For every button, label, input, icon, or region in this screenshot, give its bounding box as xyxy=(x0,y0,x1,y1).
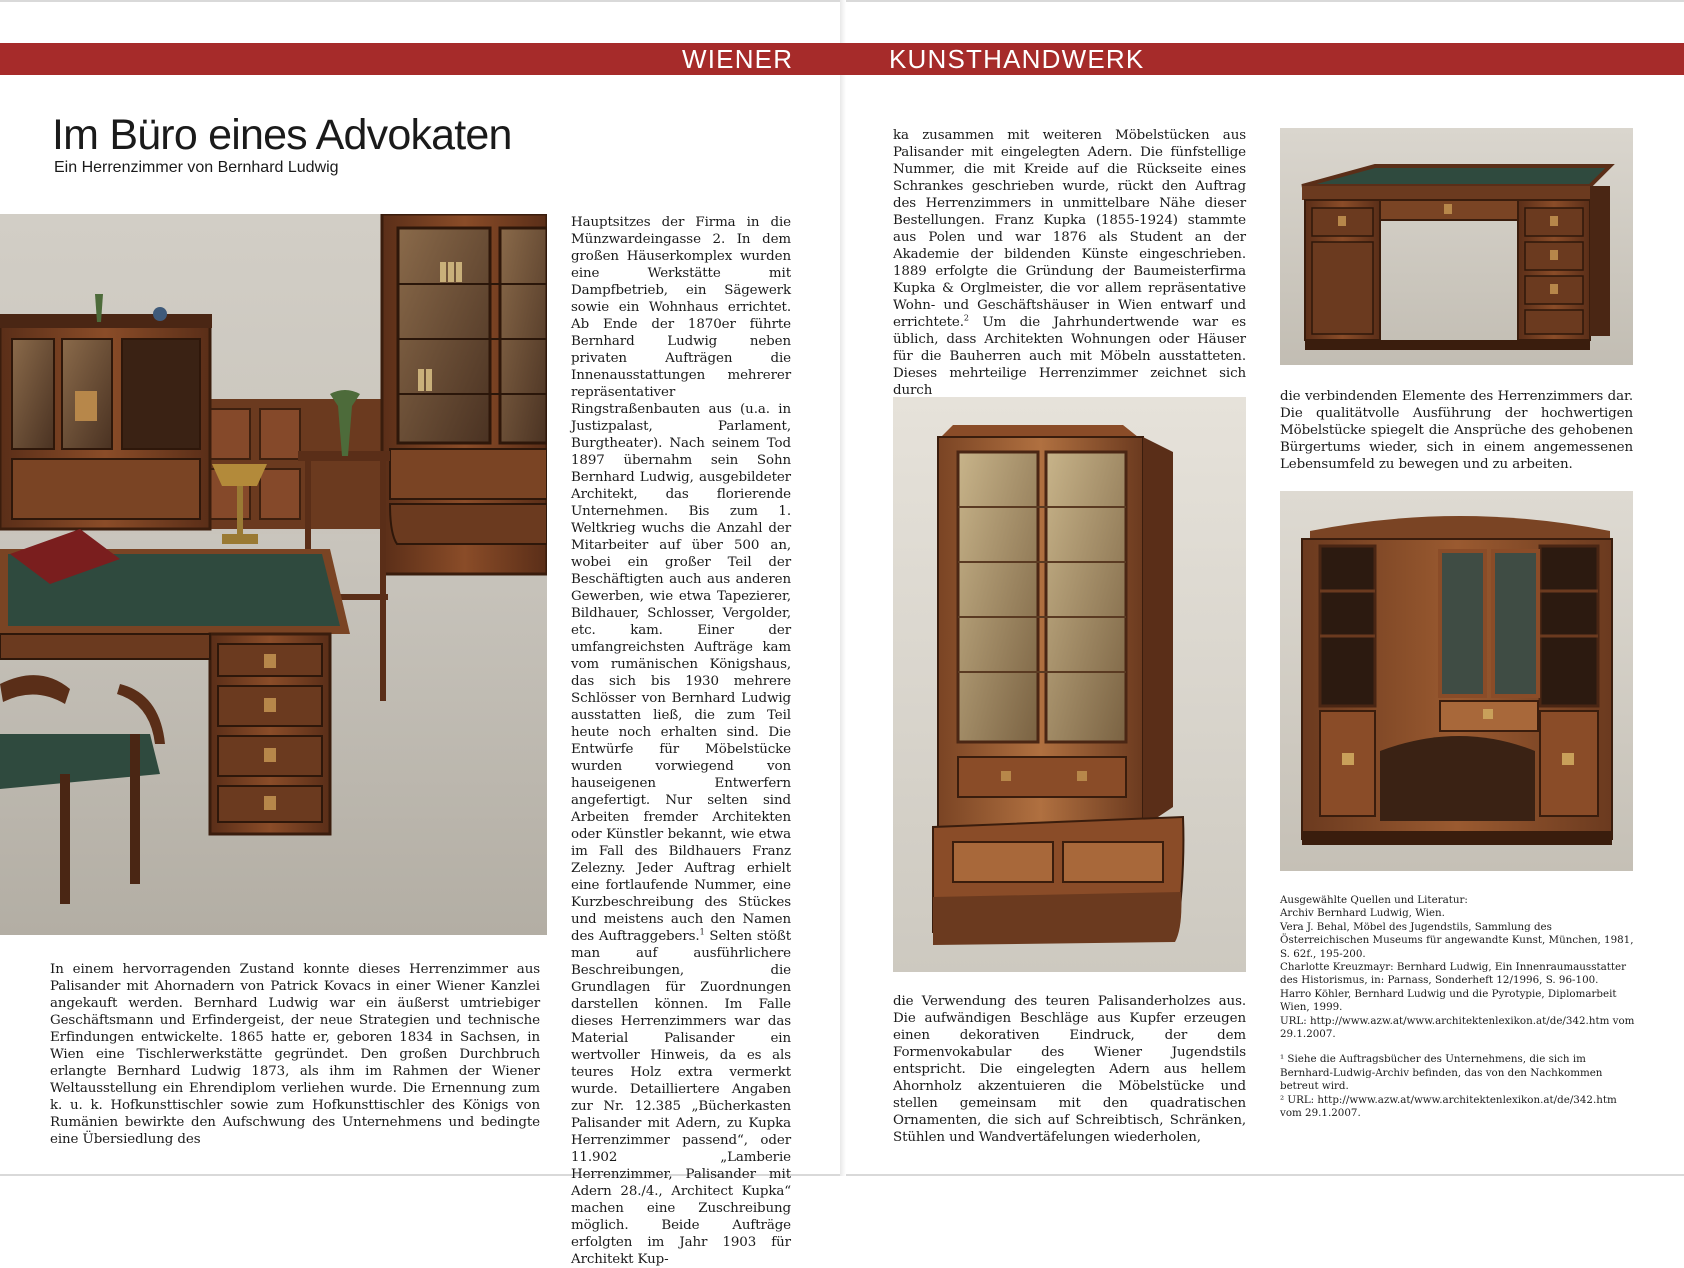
references-heading: Ausgewählte Quellen und Literatur: xyxy=(1280,894,1468,906)
text-column-2-part-2: Selten stößt man auf ausführlichere Beschreibungen, die Grundlagen für Zuordnungen darstellen können. Im Falle dieses Herrenzimmers war das Material Palisander ein wertvoller Hinweis, da es als teures Holz extra vermerkt wurde. Detailliertere Angaben zur Nr. 12.385 „Bücherkasten Palisander mit Adern, zu Kupka Herrenzimmer passend“, oder 11.902 „Lamberie Herrenzimmer, Palisander mit Adern 28./4., Architect Kupka“ machen eine Zuschreibung möglich. Beide Aufträge erfolgten im Jahr 1903 für Architekt Kup- xyxy=(571,929,792,1267)
text-column-5: die verbindenden Elemente des Herrenzimmers dar. Die qualitätvolle Ausführung der hochwertigen Möbelstücke spiegelt die Ansprüche des gehobenen Bürgertums wieder, sich in einem angemessenen Lebensumfeld zu bewegen und zu arbeiten. xyxy=(1280,389,1633,472)
text-column-2-part-1: Hauptsitzes der Firma in die Münzwardeingasse 2. In dem großen Häuserkomplex wurden eine Werkstätte mit Dampfbetrieb, ein Sägewerk sowie ein Wohnhaus errichtet. Ab Ende der 1870er führte Bernhard Ludwig neben privaten Aufträgen die Innenausstattungen mehrerer repräsentativer Ringstraßenbauten aus (u.a. in Justizpalast, Parlament, Burgtheater). Nach seinem Tod 1897 übernahm sein Sohn Bernhard Ludwig, ausgebildeter Architekt, das florierende Unternehmen. Bis zum 1. Weltkrieg wuchs die Anzahl der Mitarbeiter auf über 500 an, wobei ein großer Teil der Beschäftigten auch aus anderen Gewerben, wie etwa Tapezierer, Bildhauer, Schlosser, Vergolder, etc. kam. Einer der umfangreichsten Aufträge kam vom rumänischen Königshaus, das sich bis 1930 mehrere Schlösser von Bernhard Ludwig ausstatten ließ, die zum Teil heute noch erhalten sind. Die Entwürfe für Möbelstücke wurden vorwiegend von hauseigenen Entwerfern angefertigt. Nur selten sind Arbeiten fremder Architekten oder Künstler bekannt, wie etwa im Fall des Bildhauers Franz Zelezny. Jeder Auftrag erhielt eine fortlaufende Nummer, eine Kurzbeschreibung des Stückes und meistens auch den Namen des Auftraggebers. xyxy=(571,215,791,944)
text-column-3-part-1: ka zusammen mit weiteren Möbelstücken aus Palisander mit eingelegten Adern. Die fünfstellige Nummer, die mit Kreide auf die Rückseite eines Schrankes geschrieben wurde, rückt den Auftrag des Herrenzimmers in unmittelbare Nähe dieser Bestellungen. Franz Kupka (1855-1924) stammte aus Polen und war 1876 als Student an der Akademie der bildenden Künste eingeschrieben. 1889 erfolgte die Gründung der Baumeisterfirma Kupka & Orglmeister, die vor allem repräsentative Wohn- und Geschäftshäuser in Wien entwarf und errichtete. xyxy=(893,128,1246,330)
references-block xyxy=(1280,894,1640,1121)
reference-item: Charlotte Kreuzmayr: Bernhard Ludwig, Ein Innenraumausstatter des Historismus, in: Parnass, Sonderheft 12/1996, S. 96-100. xyxy=(1280,961,1627,987)
banner-word-kunsthandwerk: KUNSTHANDWERK xyxy=(889,44,1145,74)
reference-item: URL: http://www.azw.at/www.architektenlexikon.at/de/342.htm vom 29.1.2007. xyxy=(1280,1014,1635,1041)
photo-sideboard xyxy=(1280,491,1633,871)
section-banner xyxy=(0,43,1684,75)
reference-item: Harro Köhler, Bernhard Ludwig und die Pyrotypie, Diplomarbeit Wien, 1999. xyxy=(1280,987,1617,1014)
photo-bookcase xyxy=(893,397,1246,972)
text-column-2 xyxy=(571,214,791,1268)
footnote-1: ¹ Siehe die Auftragsbücher des Unternehmens, die sich im Bernhard-Ludwig-Archiv befinden, das von den Nachkommen betreut wird. xyxy=(1280,1053,1603,1093)
photo-office-interior xyxy=(0,214,547,935)
spread-gutter xyxy=(840,0,846,1176)
text-column-1: In einem hervorragenden Zustand konnte dieses Herrenzimmer aus Palisander mit Ahornadern von Patrick Kovacs in einer Wiener Kanzlei angekauft werden. Bernhard Ludwig war ein äußerst umtriebiger Geschäftsmann und Erfindergeist, der neue Strategien und technische Erfindungen entwickelte. 1865 hatte er, geboren 1834 in Sachsen, in Wien eine Tischlerwerkstätte gegründet. Den großen Durchbruch erlangte Bernhard Ludwig 1873, als ihm im Rahmen der Wiener Weltausstellung ein Ehrendiplom verliehen wurde. Die Ernennung zum k. u. k. Hofkunsttischler sowie zum Hofkunsttischler des Königs von Rumänien bewirkte den Aufschwung des Unternehmens und bedingte eine Übersiedlung des xyxy=(50,962,540,1147)
article-title: Im Büro eines Advokaten xyxy=(52,111,512,159)
reference-item: Vera J. Behal, Möbel des Jugendstils, Sammlung des Österreichischen Museums für angewandte Kunst, München, 1981, S. 62f., 195-200. xyxy=(1280,920,1634,960)
footnotes xyxy=(1280,1053,1640,1120)
footnote-marker-2: 2 xyxy=(963,313,969,323)
banner-word-wiener: WIENER xyxy=(682,44,794,74)
article-subtitle: Ein Herrenzimmer von Bernhard Ludwig xyxy=(54,159,339,176)
photo-writing-desk xyxy=(1280,128,1633,365)
footnote-2: ² URL: http://www.azw.at/www.architektenlexikon.at/de/342.htm vom 29.1.2007. xyxy=(1280,1093,1617,1120)
text-column-3-part-2: Um die Jahrhundertwende war es üblich, dass Architekten Wohnungen oder Häuser für die Bauherren auch mit Möbeln ausstatteten. Dieses mehrteilige Herrenzimmer zeichnet sich durch xyxy=(893,315,1246,398)
reference-item: Archiv Bernhard Ludwig, Wien. xyxy=(1280,907,1445,920)
footnote-marker-1: 1 xyxy=(699,927,705,937)
text-column-4: die Verwendung des teuren Palisanderholzes aus. Die aufwändigen Beschläge aus Kupfer erzeugen einen dekorativen Eindruck, der dem Formenvokabular des Wiener Jugendstils entspricht. Die eingelegten Adern aus hellem Ahornholz akzentuieren die Möbelstücke und stellen gemeinsam mit den quadratischen Ornamenten, die sich auf Schreibtisch, Schränken, Stühlen und Wandvertäfelungen wiederholen, xyxy=(893,994,1246,1145)
text-column-3 xyxy=(893,127,1246,399)
